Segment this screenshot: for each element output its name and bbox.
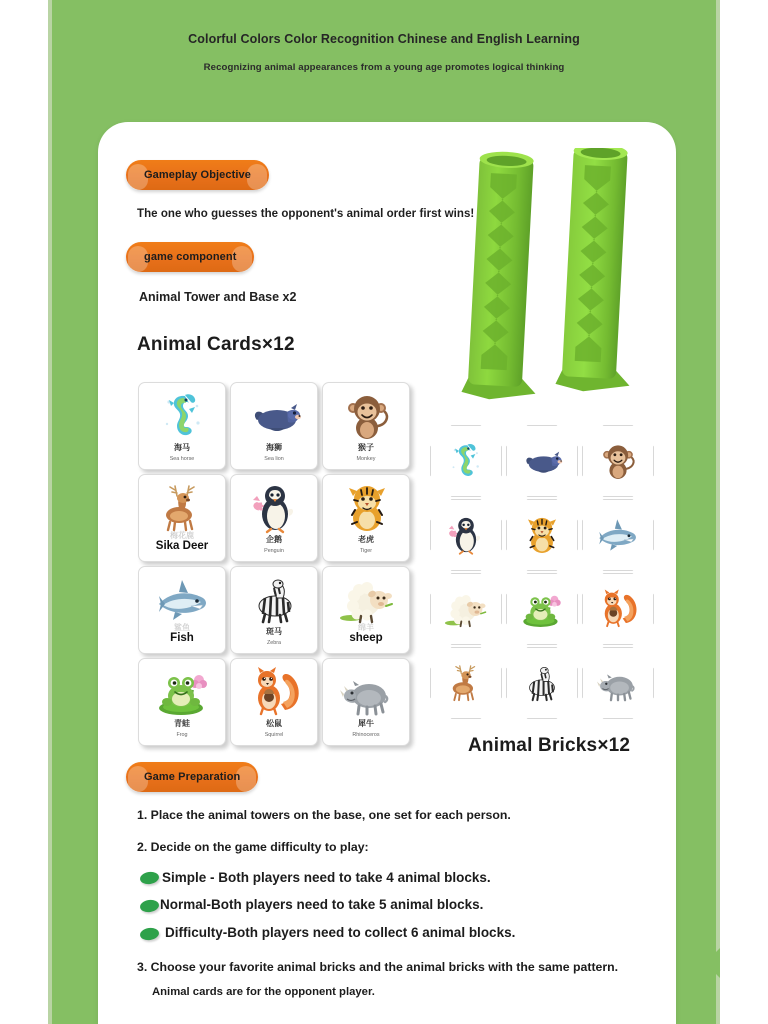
animal-card[interactable]: [230, 382, 318, 470]
shark-icon: [596, 515, 640, 556]
tiger-icon: [520, 515, 564, 556]
rhino-icon: [596, 663, 640, 704]
animal-cards-heading: Animal Cards×12: [137, 334, 295, 355]
badge-gameplay-objective-label: Gameplay Objective: [144, 169, 251, 181]
zebra-icon: [231, 571, 318, 629]
animal-card-label-cn: 企鹅: [266, 535, 282, 544]
penguin-icon: [444, 515, 488, 556]
animal-card-label-cn: 绵羊: [358, 623, 374, 632]
squirrel-icon: [596, 589, 640, 630]
penguin-icon: [231, 479, 318, 537]
monkey-icon: [323, 387, 410, 445]
animal-card-label-en: Rhinoceros: [352, 732, 380, 738]
animal-brick[interactable]: [506, 499, 578, 571]
animal-brick[interactable]: [506, 647, 578, 719]
animal-brick[interactable]: [506, 425, 578, 497]
tiger-icon: [323, 479, 410, 537]
animal-brick[interactable]: [582, 425, 654, 497]
sheep-icon: [444, 589, 488, 630]
animal-card-label-cn: 海马: [174, 443, 190, 452]
prep-step-2: 2. Decide on the game difficulty to play:: [137, 840, 369, 854]
animal-card[interactable]: [138, 382, 226, 470]
green-band-left-edge: [48, 0, 52, 1024]
badge-gameplay-objective: [126, 160, 269, 190]
animal-brick[interactable]: [430, 647, 502, 719]
animal-brick[interactable]: [582, 573, 654, 645]
squirrel-icon: [231, 663, 318, 721]
animal-card[interactable]: [138, 566, 226, 654]
animal-brick[interactable]: [430, 573, 502, 645]
animal-card-label-overlay: Fish: [170, 632, 194, 644]
animal-card[interactable]: [322, 566, 410, 654]
seahorse-icon: [444, 441, 488, 482]
animal-card-label-en: Sea horse: [169, 456, 195, 462]
animal-card-label-en: Frog: [176, 732, 188, 738]
animal-card[interactable]: [138, 658, 226, 746]
prep-step-3-sub: Animal cards are for the opponent player.: [152, 986, 375, 998]
animal-card-label-cn: 青蛙: [174, 719, 190, 728]
difficulty-option-normal: Normal-Both players need to take 5 animal blocks.: [160, 897, 484, 912]
difficulty-option-difficulty: Difficulty-Both players need to collect 6 animal blocks.: [165, 925, 516, 940]
rhino-icon: [323, 663, 410, 721]
green-arrow-notch-icon: [705, 948, 720, 978]
animal-towers-illustration: [448, 148, 672, 403]
animal-card-label-cn: 鲨鱼: [174, 623, 190, 632]
animal-card-label-overlay: Sika Deer: [155, 540, 209, 552]
animal-card-label-cn: 老虎: [358, 535, 374, 544]
animal-card-label-en: Sea lion: [264, 456, 284, 462]
animal-bricks-heading: Animal Bricks×12: [468, 735, 631, 756]
badge-game-component-label: game component: [144, 251, 237, 263]
animal-card-label-overlay: sheep: [349, 632, 383, 644]
sealion-icon: [520, 441, 564, 482]
badge-game-preparation: [126, 762, 258, 792]
animal-brick[interactable]: [582, 647, 654, 719]
frog-icon: [139, 663, 226, 721]
monkey-icon: [596, 441, 640, 482]
component-tower-label: Animal Tower and Base x2: [139, 290, 297, 304]
page-subtitle: Recognizing animal appearances from a young age promotes logical thinking: [203, 62, 565, 73]
deer-icon: [444, 663, 488, 704]
animal-brick[interactable]: [582, 499, 654, 571]
animal-cards-grid: [138, 382, 410, 746]
animal-card-label-cn: 斑马: [266, 627, 282, 636]
animal-card-label-cn: 犀牛: [358, 719, 374, 728]
sealion-icon: [231, 387, 318, 445]
animal-card-label-cn: 梅花鹿: [170, 531, 194, 540]
header: [48, 30, 720, 76]
animal-card[interactable]: [230, 566, 318, 654]
animal-card[interactable]: [322, 382, 410, 470]
animal-card-label-en: Monkey: [356, 456, 376, 462]
animal-card-label-en: Zebra: [266, 640, 282, 646]
animal-brick[interactable]: [506, 573, 578, 645]
animal-card[interactable]: [322, 658, 410, 746]
sheep-icon: [323, 571, 410, 629]
animal-card-label-cn: 海狮: [266, 443, 282, 452]
animal-card-label-cn: 松鼠: [266, 719, 282, 728]
animal-card-label-cn: 猴子: [358, 443, 374, 452]
animal-card-label-en: Squirrel: [264, 732, 284, 738]
badge-game-component: [126, 242, 254, 272]
page-title: Colorful Colors Color Recognition Chinese and English Learning: [188, 32, 580, 46]
animal-card-label-en: Tiger: [359, 548, 373, 554]
deer-icon: [139, 479, 226, 537]
prep-step-1: 1. Place the animal towers on the base, one set for each person.: [137, 808, 511, 822]
seahorse-icon: [139, 387, 226, 445]
frog-icon: [520, 589, 564, 630]
difficulty-option-simple: Simple - Both players need to take 4 animal blocks.: [162, 870, 491, 885]
animal-card[interactable]: [322, 474, 410, 562]
animal-brick[interactable]: [430, 499, 502, 571]
shark-icon: [139, 571, 226, 629]
animal-card-label-en: Penguin: [264, 548, 284, 554]
green-band-right-edge: [716, 0, 720, 1024]
animal-bricks-grid: [430, 425, 654, 719]
objective-text: The one who guesses the opponent's animal order first wins!: [137, 208, 475, 220]
animal-brick[interactable]: [430, 425, 502, 497]
animal-card[interactable]: [230, 474, 318, 562]
animal-card[interactable]: [230, 658, 318, 746]
zebra-icon: [520, 663, 564, 704]
animal-card[interactable]: [138, 474, 226, 562]
badge-game-preparation-label: Game Preparation: [144, 771, 241, 783]
prep-step-3: 3. Choose your favorite animal bricks and the animal bricks with the same pattern.: [137, 960, 619, 974]
